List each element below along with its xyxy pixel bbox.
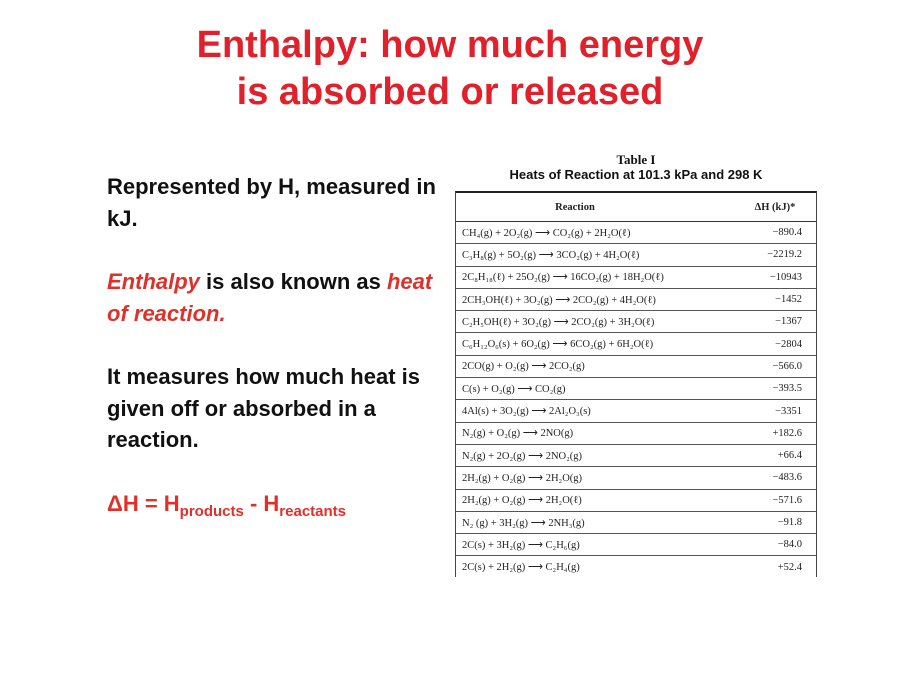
table-row — [456, 534, 816, 556]
delta-h-value: −84.0 — [777, 539, 802, 551]
definition-paragraph: Represented by H, measured in kJ. — [107, 174, 436, 231]
delta-h-value: −393.5 — [772, 383, 802, 395]
delta-h-value: +52.4 — [777, 561, 802, 573]
reaction-equation: 2H₂(g) + O₂(g) ⟶ 2H₂O(g) — [462, 472, 583, 484]
formula-delta-h: ΔH = H — [107, 490, 180, 516]
measure-paragraph: It measures how much heat is given off or absorbed in a reaction. — [107, 364, 420, 452]
reaction-equation: CH₄(g) + 2O₂(g) ⟶ CO₂(g) + 2H₂O(ℓ) — [462, 227, 631, 239]
formula-reactants-subscript: reactants — [279, 502, 346, 520]
reaction-column-header: Reaction — [555, 201, 595, 213]
reaction-equation: C₂H₅OH(ℓ) + 3O₂(g) ⟶ 2CO₂(g) + 3H₂O(ℓ) — [462, 316, 655, 328]
table-row — [456, 356, 816, 378]
table-row — [456, 400, 816, 422]
table-row — [456, 311, 816, 333]
reaction-equation: 2H₂(g) + O₂(g) ⟶ 2H₂O(ℓ) — [462, 495, 582, 507]
reaction-equation: C(s) + O₂(g) ⟶ CO₂(g) — [462, 383, 566, 395]
table-row — [456, 467, 816, 489]
delta-h-value: −566.0 — [772, 360, 802, 372]
delta-h-value: −483.6 — [772, 472, 802, 484]
table-row — [456, 244, 816, 266]
reaction-equation: N₂(g) + O₂(g) ⟶ 2NO(g) — [462, 428, 574, 440]
reaction-equation: 2C(s) + 3H₂(g) ⟶ C₂H₆(g) — [462, 539, 580, 551]
table-row — [456, 222, 816, 244]
table-row — [456, 333, 816, 355]
delta-h-formula — [107, 488, 437, 520]
slide-title — [0, 22, 900, 116]
table-row — [456, 289, 816, 311]
reaction-equation: N₂ (g) + 3H₂(g) ⟶ 2NH₃(g) — [462, 517, 585, 529]
left-text-block — [107, 171, 437, 551]
reaction-equation: N₂(g) + 2O₂(g) ⟶ 2NO₂(g) — [462, 450, 583, 462]
heat-of-reaction-term: heat of reaction. — [107, 269, 433, 326]
slide-title-line-1: Enthalpy: how much energy — [196, 24, 704, 66]
table-row — [456, 378, 816, 400]
delta-h-value: −10943 — [769, 271, 802, 283]
delta-h-value: +66.4 — [777, 450, 802, 462]
table-row — [456, 423, 816, 445]
reaction-equation: 2C₈H₁₈(ℓ) + 25O₂(g) ⟶ 16CO₂(g) + 18H₂O(ℓ) — [462, 272, 664, 284]
reaction-equation: 2C(s) + 2H₂(g) ⟶ C₂H₄(g) — [462, 562, 580, 574]
alias-paragraph — [107, 266, 437, 329]
table-title: Heats of Reaction at 101.3 kPa and 298 K — [509, 167, 763, 182]
heats-of-reaction-table — [455, 191, 817, 577]
table-label: Table I — [616, 152, 656, 167]
reaction-equation: 4Al(s) + 3O₂(g) ⟶ 2Al₂O₃(s) — [462, 406, 591, 418]
table-row — [456, 490, 816, 512]
reaction-equation: 2CO(g) + O₂(g) ⟶ 2CO₂(g) — [462, 361, 585, 373]
delta-h-value: −1452 — [775, 294, 802, 306]
delta-h-value: −3351 — [775, 405, 802, 417]
enthalpy-term: Enthalpy — [107, 269, 200, 294]
table-row — [456, 267, 816, 289]
delta-h-value: −2219.2 — [767, 249, 802, 261]
reaction-equation: C₃H₈(g) + 5O₂(g) ⟶ 3CO₂(g) + 4H₂O(ℓ) — [462, 249, 640, 261]
delta-h-value: −2804 — [775, 338, 802, 350]
formula-minus-h: - H — [243, 490, 280, 516]
delta-h-value: +182.6 — [772, 427, 802, 439]
table-caption — [455, 152, 817, 183]
delta-h-value: −571.6 — [772, 494, 802, 506]
delta-h-column-header: ΔH (kJ)* — [754, 201, 796, 213]
table-header-row — [456, 193, 816, 222]
delta-h-value: −1367 — [775, 316, 802, 328]
alias-connector-text: is also known as — [199, 269, 387, 294]
reaction-equation: 2CH₃OH(ℓ) + 3O₂(g) ⟶ 2CO₂(g) + 4H₂O(ℓ) — [462, 294, 656, 306]
formula-products-subscript: products — [179, 502, 244, 520]
table-row — [456, 512, 816, 534]
delta-h-value: −91.8 — [777, 517, 802, 528]
slide-title-line-2: is absorbed or released — [236, 71, 664, 113]
reaction-equation: C₆H₁₂O₆(s) + 6O₂(g) ⟶ 6CO₂(g) + 6H₂O(ℓ) — [462, 339, 654, 351]
table-body — [456, 222, 816, 577]
table-row — [456, 445, 816, 467]
table-row — [456, 556, 816, 577]
delta-h-value: −890.4 — [772, 227, 802, 239]
